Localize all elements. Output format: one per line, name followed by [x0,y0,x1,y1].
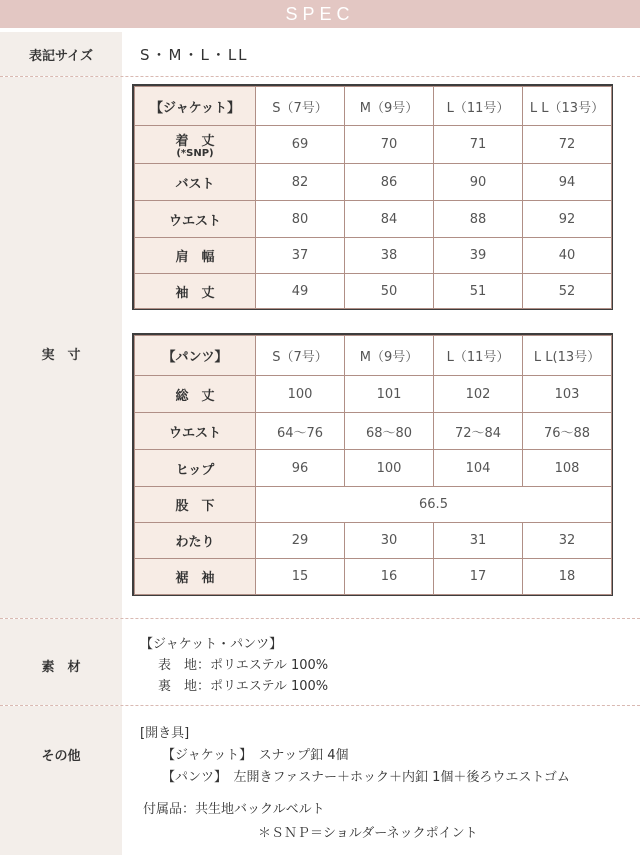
table-cell: 32 [523,523,612,559]
pants-corner: 【パンツ】 [135,336,256,376]
table-cell: 70 [345,126,434,164]
table-row [135,450,612,487]
table-cell: 96 [256,450,345,487]
label-size: 表記サイズ [29,49,93,64]
table-cell: 15 [256,559,345,595]
jacket-table [134,86,612,309]
table-cell: 94 [523,164,612,201]
pants-row-label: 股 下 [135,487,256,523]
material-line-outer: 表 地：ポリエステル 100% [158,658,329,673]
table-cell: 37 [256,238,345,274]
jacket-col-ll: L L（13号） [523,87,612,126]
other-note: ＊ＳＮＰ＝ショルダーネックポイント [258,826,478,841]
pants-row-label: ヒップ [135,450,256,487]
divider [0,705,640,706]
jacket-row-label-sub: (*SNP) [176,148,214,159]
table-cell: 16 [345,559,434,595]
pants-row-label: ウエスト [135,413,256,450]
divider [0,618,640,619]
jacket-row-label: バスト [135,164,256,201]
table-cell: 101 [345,376,434,413]
table-row [135,238,612,274]
spec-title: SPEC [285,3,355,24]
table-cell: 49 [256,274,345,309]
jacket-row-label: ウエスト [135,201,256,238]
table-cell: 50 [345,274,434,309]
table-cell: 52 [523,274,612,309]
table-cell: 18 [523,559,612,595]
material-line-lining: 裏 地：ポリエステル 100% [158,679,329,694]
table-cell: 64〜76 [256,413,345,450]
table-cell: 90 [434,164,523,201]
label-other: その他 [41,749,81,764]
table-cell: 38 [345,238,434,274]
table-cell: 76〜88 [523,413,612,450]
pants-table [134,335,612,595]
size-values: S・M・L・LL [140,46,249,64]
table-row [135,126,612,164]
other-pants-line: 【パンツ】 左開きファスナー＋ホック＋内釦 1個＋後ろウエストゴム [162,770,570,785]
table-cell: 100 [345,450,434,487]
table-cell: 29 [256,523,345,559]
pants-row-label: 総 丈 [135,376,256,413]
table-row [135,164,612,201]
pants-col-s: S（7号） [256,336,345,376]
table-cell: 86 [345,164,434,201]
pants-col-l: L（11号） [434,336,523,376]
table-cell: 69 [256,126,345,164]
table-row [135,559,612,595]
table-cell: 51 [434,274,523,309]
jacket-col-l: L（11号） [434,87,523,126]
table-cell: 68〜80 [345,413,434,450]
table-row [135,487,612,523]
other-heading: [開き具] [140,726,190,741]
jacket-row-label: 肩 幅 [135,238,256,274]
table-cell: 84 [345,201,434,238]
table-cell-merged: 66.5 [256,487,612,523]
label-cell-other [0,706,122,855]
pants-col-ll: L L(13号） [523,336,612,376]
table-cell: 31 [434,523,523,559]
table-cell: 82 [256,164,345,201]
pants-col-m: M（9号） [345,336,434,376]
divider [0,76,640,77]
table-cell: 72〜84 [434,413,523,450]
table-cell: 108 [523,450,612,487]
table-cell: 100 [256,376,345,413]
table-cell: 17 [434,559,523,595]
table-cell: 40 [523,238,612,274]
table-row [135,523,612,559]
jacket-corner: 【ジャケット】 [135,87,256,126]
table-row [135,201,612,238]
table-cell: 39 [434,238,523,274]
table-cell: 71 [434,126,523,164]
table-cell: 103 [523,376,612,413]
pants-row-label: 裾 袖 [135,559,256,595]
table-cell: 72 [523,126,612,164]
table-cell: 80 [256,201,345,238]
jacket-row-label-main: 着 丈 [175,134,215,149]
table-cell: 102 [434,376,523,413]
label-measure: 実 寸 [41,348,81,363]
table-cell: 92 [523,201,612,238]
jacket-col-s: S（7号） [256,87,345,126]
table-row [135,274,612,309]
jacket-row-label: 袖 丈 [135,274,256,309]
table-row [135,376,612,413]
jacket-row-label [135,126,256,164]
jacket-col-m: M（9号） [345,87,434,126]
pants-row-label: わたり [135,523,256,559]
material-heading: 【ジャケット・パンツ】 [140,637,283,652]
other-accessory: 付属品：共生地バックルベルト [143,802,325,817]
table-cell: 30 [345,523,434,559]
other-jacket-line: 【ジャケット】 スナップ釦 4個 [162,748,349,763]
label-material: 素 材 [41,660,81,675]
spec-header [0,0,640,28]
table-cell: 104 [434,450,523,487]
table-row [135,413,612,450]
table-cell: 88 [434,201,523,238]
